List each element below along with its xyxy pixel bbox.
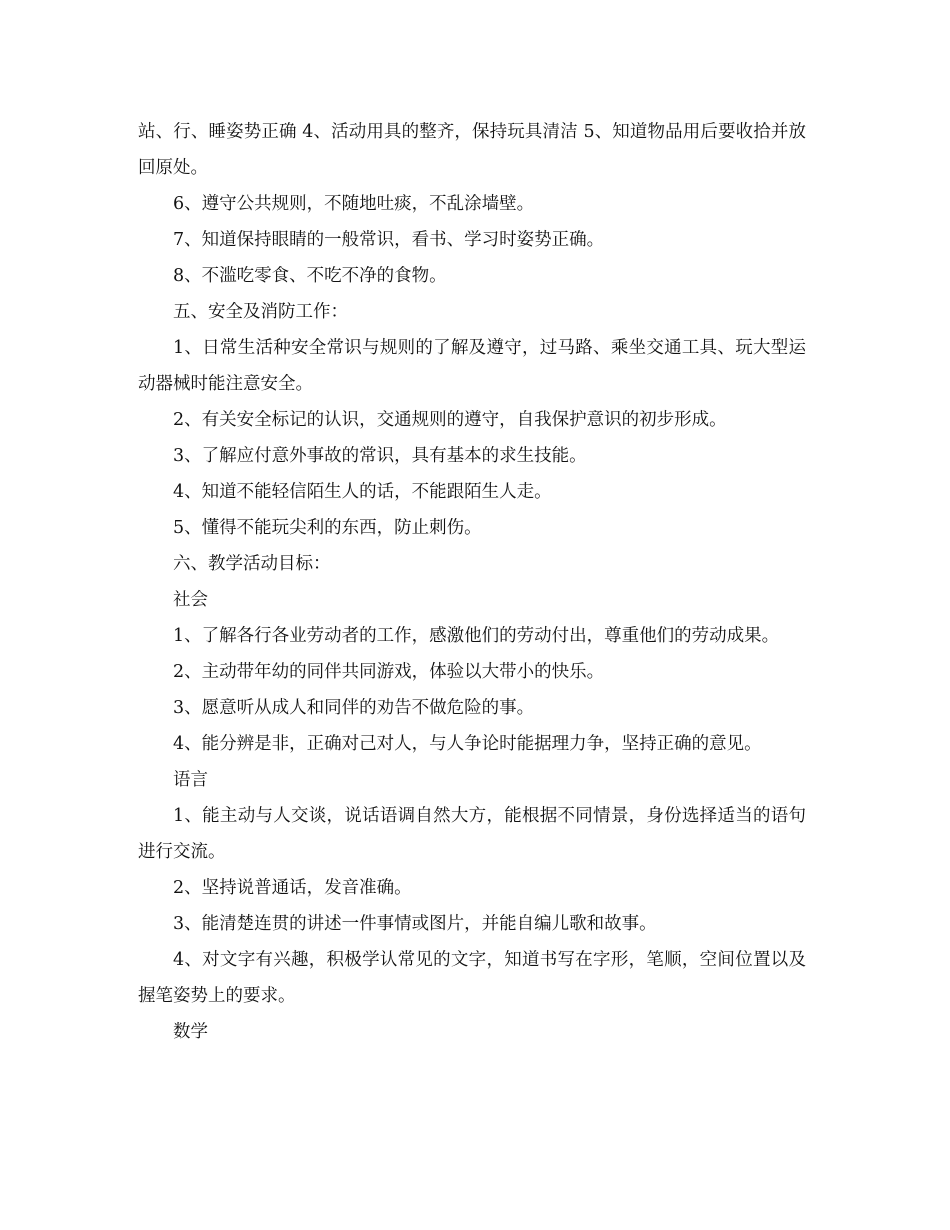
- paragraph-strangers: 4、知道不能轻信陌生人的话，不能跟陌生人走。: [173, 482, 552, 502]
- paragraph-language-4: 4、对文字有兴趣，积极学认常见的文字，知道书写在字形，笔顺，空间位置以及握笔姿势上的要求。: [138, 950, 806, 1006]
- paragraph-language-1: 1、能主动与人交谈，说话语调自然大方，能根据不同情景，身份选择适当的语句进行交流。: [138, 806, 806, 862]
- subheading-language: 语言: [173, 770, 208, 790]
- paragraph-public-rules: 6、遵守公共规则，不随地吐痰，不乱涂墙壁。: [173, 194, 535, 214]
- paragraph-society-2: 2、主动带年幼的同伴共同游戏，体验以大带小的快乐。: [173, 662, 605, 682]
- paragraph-safety-signs: 2、有关安全标记的认识，交通规则的遵守，自我保护意识的初步形成。: [173, 410, 727, 430]
- paragraph-eye-care: 7、知道保持眼睛的一般常识，看书、学习时姿势正确。: [173, 230, 605, 250]
- section-heading-teaching-goals: 六、教学活动目标：: [173, 554, 331, 574]
- subheading-math: 数学: [173, 1022, 208, 1042]
- subheading-society: 社会: [173, 590, 208, 610]
- paragraph-hygiene-habits: 站、行、睡姿势正确 4、活动用具的整齐，保持玩具清洁 5、知道物品用后要收拾并放回原处。: [138, 122, 806, 178]
- paragraph-safety-rules: 1、日常生活种安全常识与规则的了解及遵守，过马路、乘坐交通工具、玩大型运动器械时能注意安全。: [138, 338, 806, 394]
- paragraph-language-3: 3、能清楚连贯的讲述一件事情或图片，并能自编儿歌和故事。: [173, 914, 657, 934]
- paragraph-sharp-objects: 5、懂得不能玩尖利的东西，防止刺伤。: [173, 518, 482, 538]
- paragraph-society-1: 1、了解各行各业劳动者的工作，感激他们的劳动付出，尊重他们的劳动成果。: [173, 626, 780, 646]
- paragraph-language-2: 2、坚持说普通话，发音准确。: [173, 878, 412, 898]
- document-body: [138, 114, 806, 1050]
- paragraph-accident-knowledge: 3、了解应付意外事故的常识，具有基本的求生技能。: [173, 446, 587, 466]
- section-heading-safety: 五、安全及消防工作：: [173, 302, 348, 322]
- paragraph-snacks: 8、不滥吃零食、不吃不净的食物。: [173, 266, 447, 286]
- paragraph-society-3: 3、愿意听从成人和同伴的劝告不做危险的事。: [173, 698, 535, 718]
- paragraph-society-4: 4、能分辨是非，正确对己对人，与人争论时能据理力争，坚持正确的意见。: [173, 734, 762, 754]
